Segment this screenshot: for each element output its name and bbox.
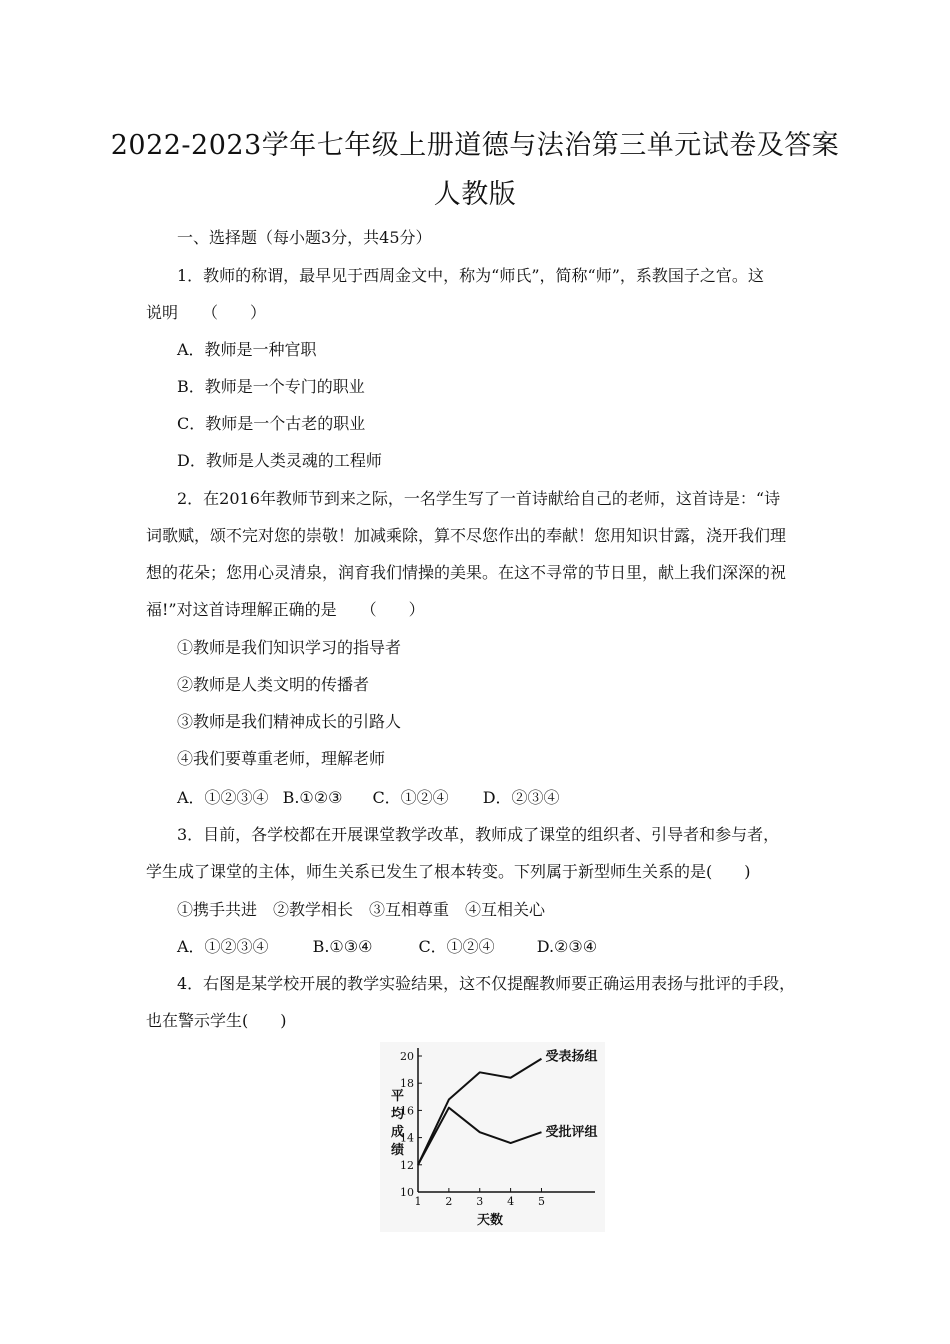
- q1-option-a: A．教师是一种官职: [177, 340, 317, 359]
- section-heading: 一、选择题（每小题3分，共45分）: [177, 228, 432, 247]
- exam-title: 2022-2023学年七年级上册道德与法治第三单元试卷及答案: [110, 130, 840, 161]
- x-tick-label: 2: [445, 1195, 453, 1208]
- q3-choice-a: A．①②③④: [177, 937, 269, 956]
- x-tick-label: 1: [414, 1195, 422, 1208]
- q2-choice-c: C．①②④: [372, 788, 449, 807]
- x-tick-label: 3: [476, 1195, 484, 1208]
- exam-subtitle: 人教版: [433, 179, 517, 210]
- q4-stem-line1: 4．右图是某学校开展的教学实验结果，这不仅提醒教师要正确运用表扬与批评的手段，: [177, 974, 796, 993]
- q3-item-1: ①携手共进: [177, 900, 258, 919]
- q2-stem-line4: 福!”对这首诗理解正确的是 （ ）: [146, 600, 425, 619]
- q2-item-3: ③教师是我们精神成长的引路人: [177, 712, 402, 731]
- q2-choice-a: A．①②③④: [177, 788, 269, 807]
- q3-choice-b: B.①③④: [312, 937, 373, 956]
- y-tick-label: 14: [400, 1131, 414, 1145]
- q2-stem-line2: 词歌赋，颂不完对您的崇敬！加减乘除，算不尽您作出的奉献！您用知识甘露，浇开我们理: [146, 526, 787, 545]
- chart-xlabel: 天数: [476, 1213, 504, 1228]
- q2-choice-d: D．②③④: [482, 788, 560, 807]
- q2-item-2: ②教师是人类文明的传播者: [177, 675, 370, 694]
- q1-stem-line2: 说明 （ ）: [146, 303, 267, 322]
- chart-ylabel: 平均成绩: [391, 1089, 405, 1158]
- y-tick-label: 20: [400, 1050, 414, 1063]
- q2-choices: [177, 785, 841, 808]
- y-tick-label: 12: [400, 1158, 414, 1172]
- x-tick-label: 5: [537, 1195, 545, 1208]
- y-tick-label: 18: [400, 1077, 414, 1091]
- q2-choice-b: B.①②③: [282, 788, 343, 807]
- q2-item-1: ①教师是我们知识学习的指导者: [177, 638, 402, 657]
- q3-items: [177, 897, 841, 920]
- q1-option-c: C．教师是一个古老的职业: [177, 414, 366, 433]
- q3-stem-line1: 3．目前，各学校都在开展课堂教学改革，教师成了课堂的组织者、引导者和参与者，: [177, 825, 780, 844]
- legend-praised: 受表扬组: [545, 1049, 598, 1065]
- y-tick-label: 16: [400, 1104, 414, 1118]
- score-chart-svg: [380, 1042, 605, 1232]
- q3-choice-c: C．①②④: [418, 937, 495, 956]
- legend-criticized: 受批评组: [545, 1125, 598, 1141]
- q3-item-3: ③互相尊重: [369, 900, 450, 919]
- y-tick-label: 10: [400, 1186, 414, 1199]
- q4-stem-line2: 也在警示学生( ): [146, 1011, 287, 1030]
- q3-choice-d: D.②③④: [536, 937, 598, 956]
- x-tick-label: 4: [507, 1195, 515, 1208]
- q3-item-2: ②教学相长: [273, 900, 354, 919]
- q2-item-4: ④我们要尊重老师，理解老师: [177, 749, 386, 768]
- q3-choices: [177, 934, 841, 957]
- q2-stem-line3: 想的花朵；您用心灵清泉，润育我们情操的美果。在这不寻常的节日里，献上我们深深的祝: [146, 563, 787, 582]
- q1-option-d: D．教师是人类灵魂的工程师: [177, 451, 382, 470]
- score-chart: [380, 1042, 605, 1232]
- q3-item-4: ④互相关心: [465, 900, 546, 919]
- q2-stem-line1: 2．在2016年教师节到来之际，一名学生写了一首诗献给自己的老师，这首诗是：“诗: [177, 489, 781, 508]
- q3-stem-line2: 学生成了课堂的主体，师生关系已发生了根本转变。下列属于新型师生关系的是( ): [146, 862, 751, 881]
- q1-option-b: B．教师是一个专门的职业: [177, 377, 365, 396]
- q1-stem-line1: 1．教师的称谓，最早见于西周金文中，称为“师氏”，简称“师”，系教国子之官。这: [177, 266, 764, 285]
